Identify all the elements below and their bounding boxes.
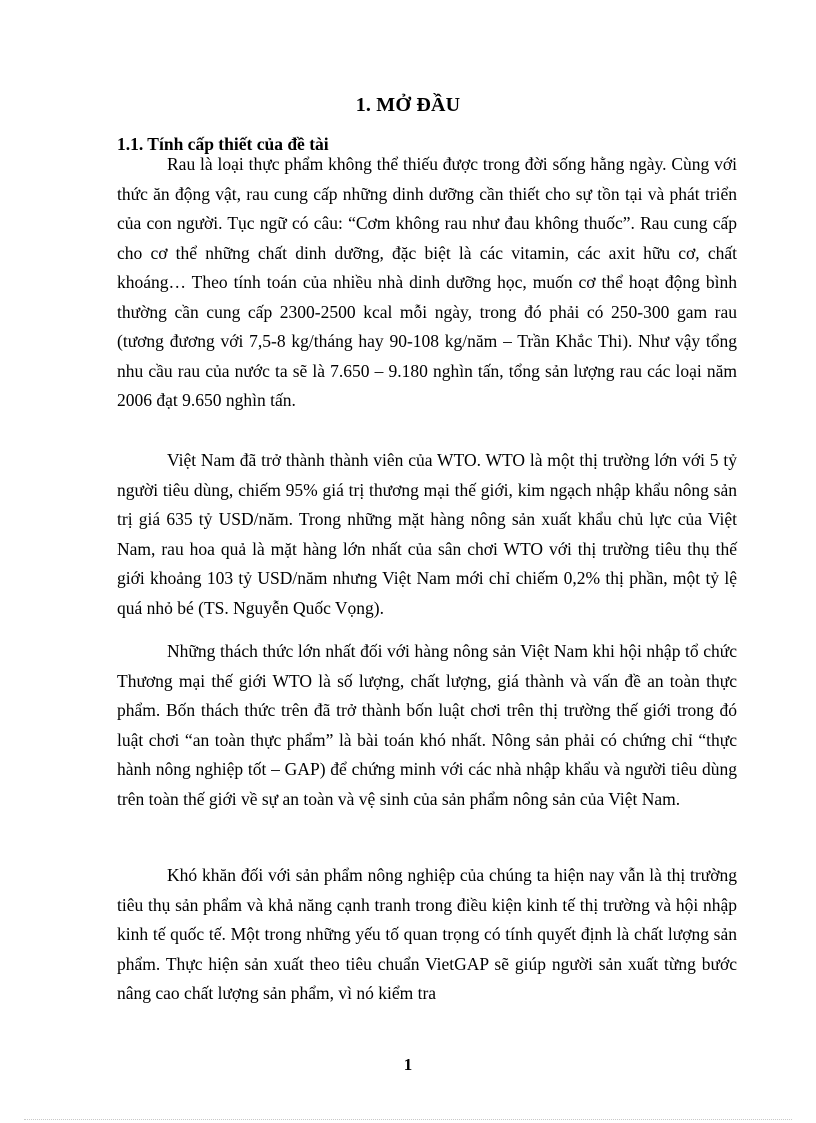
body-paragraph: Những thách thức lớn nhất đối với hàng nông sản Việt Nam khi hội nhập tổ chức Thương mại thế giới WTO là số lượng, chất lượng, giá thành và vấn đề an toàn thực phẩm. Bốn thách thức trên đã trở thành bốn luật chơi trên thị trường thế giới trong đó luật chơi “an toàn thực phẩm” là bài toán khó nhất. Nông sản phải có chứng chỉ “thực hành nông nghiệp tốt – GAP) để chứng minh với các nhà nhập khẩu và người tiêu dùng trên toàn thế giới về sự an toàn và vệ sinh của sản phẩm nông sản của Việt Nam. bbox=[117, 641, 737, 809]
body-paragraph: Khó khăn đối với sản phẩm nông nghiệp của chúng ta hiện nay vẫn là thị trường tiêu thụ sản phẩm và khả năng cạnh tranh trong điều kiện kinh tế thị trường và hội nhập kinh tế quốc tế. Một trong những yếu tố quan trọng có tính quyết định là chất lượng sản phẩm. Thực hiện sản xuất theo tiêu chuẩn VietGAP sẽ giúp người sản xuất từng bước nâng cao chất lượng sản phẩm, vì nó kiểm tra bbox=[117, 865, 737, 1003]
page-bottom-divider bbox=[24, 1119, 792, 1120]
body-paragraph: Việt Nam đã trở thành thành viên của WTO. WTO là một thị trường lớn với 5 tỷ người tiêu dùng, chiếm 95% giá trị thương mại thế giới, kim ngạch nhập khẩu nông sản trị giá 635 tỷ USD/năm. Trong những mặt hàng nông sản xuất khẩu chủ lực của Việt Nam, rau hoa quả là mặt hàng lớn nhất của sân chơi WTO với thị trường tiêu thụ thế giới khoảng 103 tỷ USD/năm nhưng Việt Nam mới chỉ chiếm 0,2% thị phần, một tỷ lệ quá nhỏ bé (TS. Nguyễn Quốc Vọng). bbox=[117, 450, 737, 618]
body-paragraph: Rau là loại thực phẩm không thể thiếu được trong đời sống hằng ngày. Cùng với thức ăn động vật, rau cung cấp những dinh dưỡng cần thiết cho sự tồn tại và phát triển của con người. Tục ngữ có câu: “Cơm không rau như đau không thuốc”. Rau cung cấp cho cơ thể những chất dinh dưỡng, đặc biệt là các vitamin, các axit hữu cơ, chất khoáng… Theo tính toán của nhiều nhà dinh dưỡng học, muốn cơ thể hoạt động bình thường cần cung cấp 2300-2500 kcal mỗi ngày, trong đó phải có 250-300 gam rau (tương đương với 7,5-8 kg/tháng hay 90-108 kg/năm – Trần Khắc Thi). Như vậy tổng nhu cầu rau của nước ta sẽ là 7.650 – 9.180 nghìn tấn, tổng sản lượng rau các loại năm 2006 đạt 9.650 nghìn tấn. bbox=[117, 154, 737, 410]
page-number: 1 bbox=[403, 1055, 413, 1074]
section-heading: 1.1. Tính cấp thiết của đề tài bbox=[117, 134, 329, 154]
chapter-title: 1. MỞ ĐẦU bbox=[355, 94, 461, 116]
